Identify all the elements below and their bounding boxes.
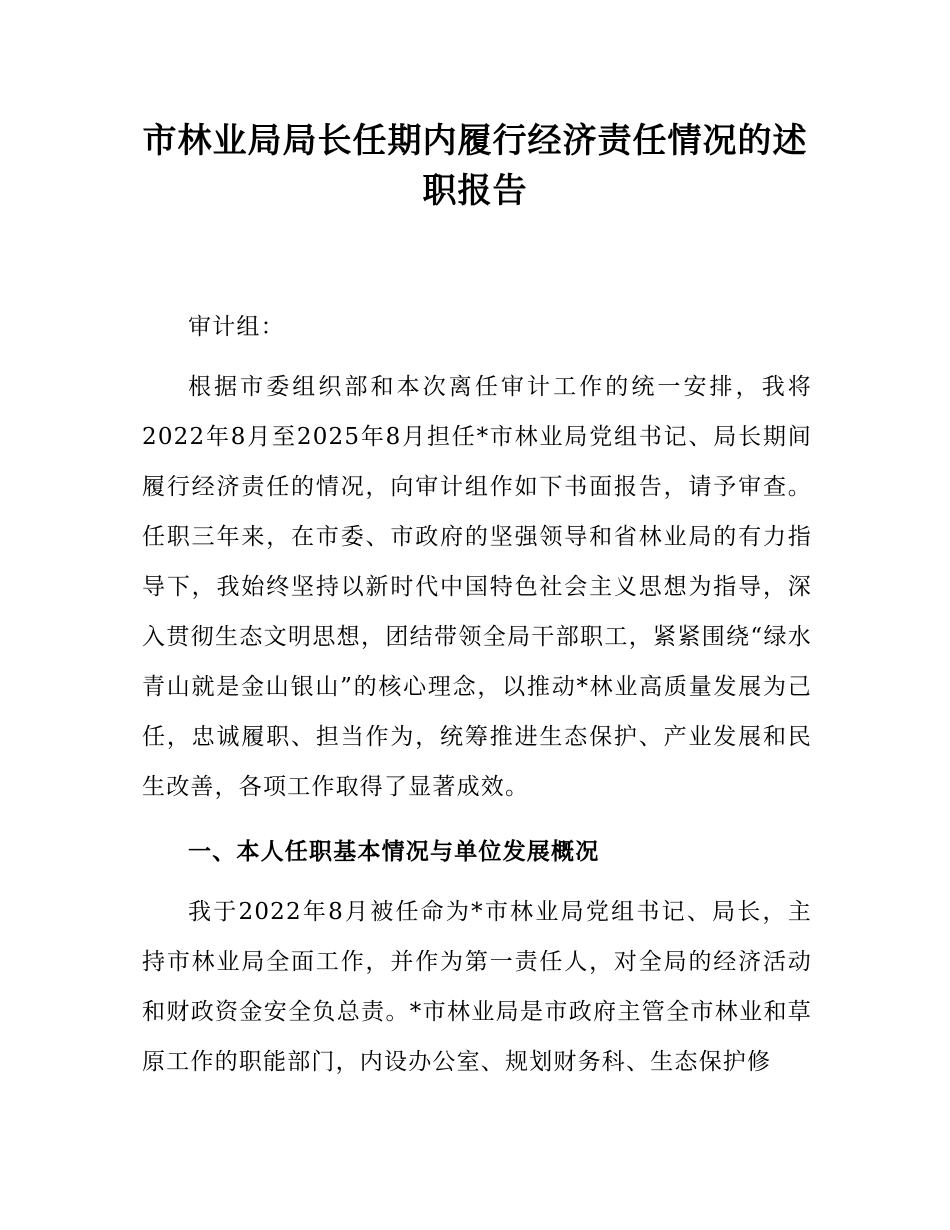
section-heading-1: 一、本人任职基本情况与单位发展概况 — [188, 839, 600, 865]
document-title: 市林业局局长任期内履行经济责任情况的述职报告 — [142, 121, 808, 211]
paragraph-intro: 根据市委组织部和本次离任审计工作的统一安排，我将2022年8月至2025年8月担任*市林业局党组书记、局长期间履行经济责任的情况，向审计组作如下书面报告，请予审查。任职三年来，在市委、市政府的坚强领导和省林业局的有力指导下，我始终坚持以新时代中国特色社会主义思想为指导，深入贯彻生态文明思想，团结带领全局干部职工，紧紧围绕“绿水青山就是金山银山”的核心理念，以推动*林业高质量发展为己任，忠诚履职、担当作为，统筹推进生态保护、产业发展和民生改善，各项工作取得了显著成效。 — [142, 374, 812, 800]
paragraph-section-1: 我于2022年8月被任命为*市林业局党组书记、局长，主持市林业局全面工作，并作为第一责任人，对全局的经济活动和财政资金安全负总责。*市林业局是市政府主管全市林业和草原工作的职能部门，内设办公室、规划财务科、生态保护修 — [142, 899, 812, 1075]
salutation: 审计组： — [188, 314, 285, 340]
